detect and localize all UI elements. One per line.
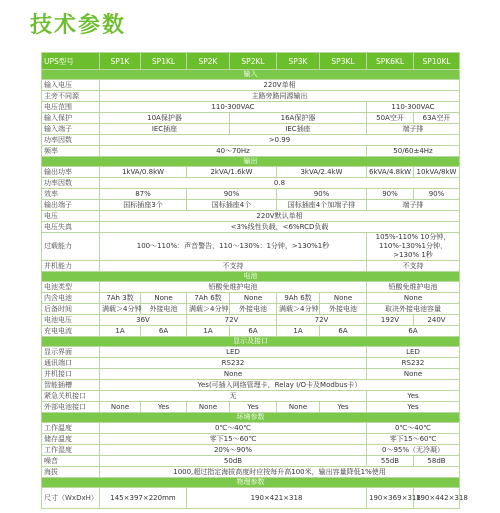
cell: 6A [230,326,277,337]
cell: 主路旁路同源输出 [100,91,460,102]
row-label: 电压范围 [42,102,100,113]
table-row [42,347,460,358]
cell: 1A [187,326,230,337]
cell: 190×442×318 [414,488,460,509]
cell: None [367,293,460,304]
cell: 145×397×220mm [100,488,187,509]
cell: 36V [100,315,187,326]
cell: 58dB [414,456,460,467]
cell: 端子排 [367,200,460,211]
cell: 240V [414,315,460,326]
row-label: 紧急关机接口 [42,391,100,402]
header-cell: SP2KL [230,53,277,70]
row-label: 海拔 [42,467,100,478]
section-row [42,337,460,347]
table-row [42,135,460,146]
cell: <3%线性负载，<6%RCD负载 [100,222,460,233]
row-label: 并机接口 [42,369,100,380]
cell: 外接电池 [230,304,277,315]
cell: 110-300VAC [100,102,367,113]
row-label: 并机能力 [42,261,100,272]
cell: 6kVA/4.8kW [367,167,414,178]
cell: Yes [367,391,460,402]
cell: 1A [277,326,320,337]
section-row [42,478,460,488]
cell: 6A [320,326,367,337]
cell: 外接电池 [320,304,367,315]
cell: None [187,402,230,413]
cell: 220V单相 [100,80,460,91]
cell: 0～95%（无冷凝） [367,445,460,456]
cell: 国标插座3个 [100,200,187,211]
cell: >0.99 [100,135,460,146]
header-cell: SP1KL [141,53,187,70]
header-cell: UPS型号 [42,53,100,70]
cell: LED [100,347,367,358]
row-label: 外部电池接口 [42,402,100,413]
table-row [42,293,460,304]
table-row [42,80,460,91]
table-row [42,261,460,272]
cell: 不支持 [100,261,367,272]
row-label: 输入保护 [42,113,100,124]
section-title: 物理参数 [42,478,460,488]
row-label: 电池电压 [42,315,100,326]
row-label: 储存温度 [42,434,100,445]
table-row [42,380,460,391]
cell: 190×369×318 [367,488,414,509]
cell: 100～110%：声音警告，110～130%：1分钟，>130%1秒 [100,233,367,261]
cell: Yes [367,402,460,413]
table-row [42,200,460,211]
table-row [42,304,460,315]
cell: 6A [367,326,460,337]
cell: 110-300VAC [367,102,460,113]
table-row [42,282,460,293]
section-title: 输出 [42,157,460,167]
table-row [42,369,460,380]
section-row [42,157,460,167]
row-label: 输出端子 [42,200,100,211]
cell: 105%-110% 10分钟，110%-130%1分钟，>130% 1秒 [367,233,460,261]
cell: 取决外接电池容量 [367,304,460,315]
cell: 20%～90% [100,445,367,456]
row-label: 工作湿度 [42,445,100,456]
section-title: 输入 [42,70,460,80]
cell: LED [367,347,460,358]
cell: 40～70Hz [100,146,367,157]
table-row [42,146,460,157]
cell: 50/60±4Hz [367,146,460,157]
cell: 1000,超过指定海拔高度时应按每升高100米，输出容量降低1%使用 [100,467,460,478]
cell: 零下15～60℃ [367,434,460,445]
cell: 7Ah 3数 [100,293,141,304]
row-label: 输出功率 [42,167,100,178]
header-cell: SP3K [277,53,320,70]
cell: 满载＞4分钟 [277,304,320,315]
cell: 0℃～40℃ [367,423,460,434]
section-title: 电池 [42,272,460,282]
table-row [42,91,460,102]
cell: 55dB [367,456,414,467]
row-label: 电池类型 [42,282,100,293]
table-header-row [42,53,460,70]
table-row [42,423,460,434]
cell: 50dB [100,456,367,467]
section-row [42,413,460,423]
table-row [42,402,460,413]
page-title: 技术参数 [30,13,127,38]
cell: 3kVA/2.4kW [277,167,367,178]
cell: 87% [100,189,187,200]
header-cell: SP10KL [414,53,460,70]
cell: 6A [141,326,187,337]
cell: None [100,369,367,380]
table-row [42,445,460,456]
cell: 无 [100,391,367,402]
spec-table [41,52,468,509]
row-label: 效率 [42,189,100,200]
row-label: 后备时间 [42,304,100,315]
cell: 铅酸免维护电池 [100,282,367,293]
row-label: 过载能力 [42,233,100,261]
cell: None [277,402,320,413]
cell: None [141,293,187,304]
table-row [42,315,460,326]
cell: 192V [367,315,414,326]
row-label: 功率因数 [42,135,100,146]
cell: None [367,369,460,380]
cell: Yes [230,402,277,413]
table-row [42,358,460,369]
cell: 90% [277,189,367,200]
cell: 10A保护器 [100,113,230,124]
row-label: 噪音 [42,456,100,467]
row-label: 输入端子 [42,124,100,135]
row-label: 通讯端口 [42,358,100,369]
header-cell: SP3KL [320,53,367,70]
cell: 7Ah 6数 [187,293,230,304]
cell: Yes [141,402,187,413]
table-row [42,233,460,261]
row-label: 输入电压 [42,80,100,91]
table-row [42,488,460,509]
row-label: 显示界面 [42,347,100,358]
section-title: 显示及接口 [42,337,460,347]
row-label: 充电电流 [42,326,100,337]
table-row [42,211,460,222]
row-label: 电压失真 [42,222,100,233]
header-cell: SP2K [187,53,230,70]
row-label: 电压 [42,211,100,222]
cell: RS232 [367,358,460,369]
table-row [42,124,460,135]
cell: 零下15～60℃ [100,434,367,445]
cell: 不支持 [367,261,460,272]
cell: 220V默认单相 [100,211,460,222]
table-row [42,467,460,478]
table-row [42,434,460,445]
row-label: 工作温度 [42,423,100,434]
cell: 190×421×318 [187,488,367,509]
cell: 9Ah 6数 [277,293,320,304]
cell: 0.8 [100,178,460,189]
row-label: 内含电池 [42,293,100,304]
cell: 90% [414,189,460,200]
cell: Yes(可插入网络管理卡，Relay I/O卡及Modbus卡） [100,380,460,391]
cell: 外接电池 [141,304,187,315]
cell: 1A [100,326,141,337]
cell: 72V [277,315,367,326]
section-row [42,272,460,282]
row-label: 主旁不同源 [42,91,100,102]
cell: 2kVA/1.6kW [187,167,277,178]
cell: IEC插座 [230,124,367,135]
cell: 1kVA/0.8kW [100,167,187,178]
table-row [42,167,460,178]
row-label: 尺寸（WxDxH） [42,488,100,509]
cell: 0℃～40℃ [100,423,367,434]
table-row [42,113,460,124]
cell: None [320,293,367,304]
cell: RS232 [100,358,367,369]
cell: 10kVA/8kW [414,167,460,178]
cell: 满载＞4分钟 [100,304,141,315]
section-row [42,70,460,80]
cell: 铅酸免维护电池 [367,282,460,293]
row-label: 功率因数 [42,178,100,189]
row-label: 智能插槽 [42,380,100,391]
cell: 90% [187,189,277,200]
table-row [42,456,460,467]
cell: 50A空开 [367,113,414,124]
cell: Yes [320,402,367,413]
cell: 72V [187,315,277,326]
table-row [42,189,460,200]
table-row [42,391,460,402]
cell: 满载＞4分钟 [187,304,230,315]
cell: 16A保护器 [230,113,367,124]
cell: 国标插座4个 [187,200,277,211]
row-label: 频率 [42,146,100,157]
cell: None [100,402,141,413]
cell: 90% [367,189,414,200]
table-row [42,102,460,113]
table-row [42,178,460,189]
cell: 端子排 [367,124,460,135]
cell: 国标插座4个加端子排 [277,200,367,211]
table-row [42,222,460,233]
cell: IEC插座 [100,124,230,135]
cell: None [230,293,277,304]
table-row [42,326,460,337]
header-cell: SPK6KL [367,53,414,70]
header-cell: SP1K [100,53,141,70]
cell: 63A空开 [414,113,460,124]
section-title: 环境参数 [42,413,460,423]
